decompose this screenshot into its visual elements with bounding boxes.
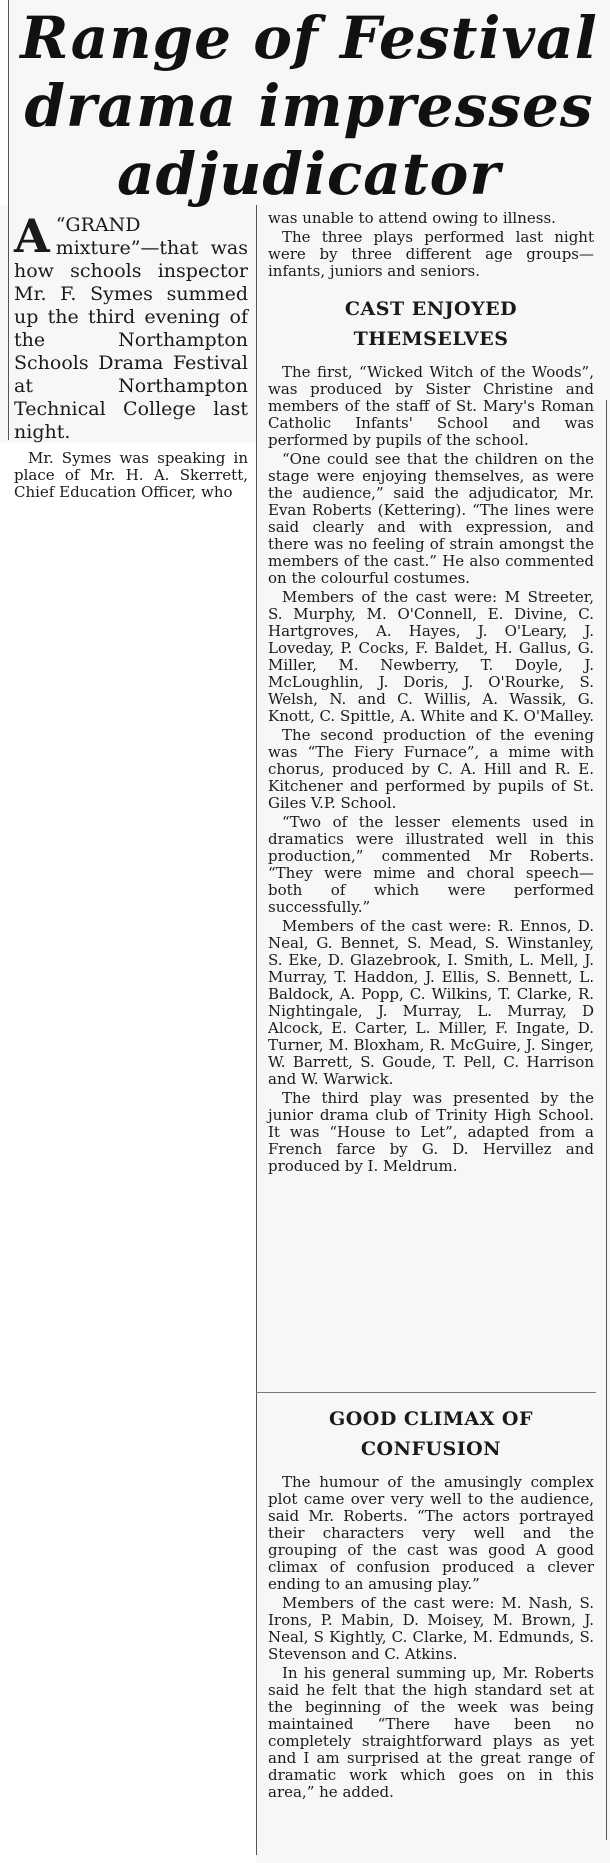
intro-paragraph: [14, 209, 248, 444]
right-border-rule: [606, 400, 607, 1840]
body-paragraph: Members of the cast were: R. Ennos, D. Neal, G. Bennet, S. Mead, S. Winstanley, S. Eke, D. Glazebrook, I. Smith, L. Mell, J. Murray, T. Haddon, J. Ellis, S. Bennett, L. Baldock, A. Popp, C. Wilkins, T. Clarke, R. Nightingale, J. Murray, L. Murray, D Alcock, E. Carter, L. Miller, F. Ingate, D. Turner, M. Bloxham, R. McGuire, J. Singer, W. Barrett, S. Goude, T. Pell, C. Harrison and W. Warwick.: [268, 917, 594, 1088]
body-paragraph: Members of the cast were: M. Nash, S. Irons, P. Mabin, D. Moisey, M. Brown, J. Neal, S Kightly, C. Clarke, M. Edmunds, S. Stevenson and C. Atkins.: [268, 1594, 594, 1663]
intro-text: “GRAND mixture”—that was how schools inspector Mr. F. Symes summed up the third evening of the Northampton Schools Drama Festival at Northampton Technical College last night.: [14, 214, 248, 443]
headline-line-1: Range of Festival: [20, 4, 598, 72]
crosshead-good-climax: GOOD CLIMAX OF CONFUSION: [329, 1408, 533, 1460]
column-divider-rule: [256, 205, 257, 1855]
body-paragraph: In his general summing up, Mr. Roberts said he felt that the high standard set at the beginning of the week was being maintained “There have been no completely straightforward plays as yet and I am surprised at the great range of dramatic work which goes on in this area,” he added.: [268, 1664, 594, 1801]
body-paragraph: Members of the cast were: M Streeter, S. Murphy, M. O'Connell, E. Divine, C. Hartgroves, A. Hayes, J. O'Leary, J. Loveday, P. Cocks, F. Baldet, H. Gallus, G. Miller, M. Newberry, T. Doyle, J. McLoughlin, J. Doris, J. O'Rourke, S. Welsh, N. and C. Willis, A. Wassik, G. Knott, C. Spittle, A. White and K. O'Malley.: [268, 588, 594, 725]
body-paragraph: “One could see that the children on the stage were enjoying themselves, as were the audience,” said the adjudicator, Mr. Evan Roberts (Kettering). “The lines were said clearly and with expression, and there was no feeling of strain amongst the members of the cast.” He also commented on the colourful costumes.: [268, 450, 594, 587]
drop-cap: A: [14, 209, 50, 263]
left-border-rule: [8, 0, 9, 440]
headline: [18, 4, 600, 208]
left-column: [14, 209, 248, 503]
body-paragraph: The second production of the evening was “The Fiery Furnace”, a mime with chorus, produced by C. A. Hill and R. E. Kitchener and performed by pupils of St. Giles V.P. School.: [268, 726, 594, 812]
headline-line-3: adjudicator: [117, 140, 501, 208]
section-divider-rule: [256, 1392, 596, 1393]
body-paragraph: was unable to attend owing to illness.: [268, 209, 556, 227]
crosshead-cast-enjoyed: CAST ENJOYED THEMSELVES: [344, 298, 518, 350]
body-paragraph: The three plays performed last night were by three different age groups—infants, juniors and seniors.: [268, 228, 594, 280]
headline-line-2: drama impresses: [24, 72, 594, 140]
body-paragraph: The humour of the amusingly complex plot came over very well to the audience, said Mr. Roberts. “The actors portrayed their characters very well and the grouping of the cast was good A good climax of confusion produced a clever ending to an amusing play.”: [268, 1473, 594, 1593]
body-paragraph: Mr. Symes was speaking in place of Mr. H. A. Skerrett, Chief Education Officer, who: [14, 449, 248, 501]
body-paragraph: The third play was presented by the junior drama club of Trinity High School. It was “House to Let”, adapted from a French farce by G. D. Hervillez and produced by I. Meldrum.: [268, 1089, 594, 1175]
right-column-lower: [268, 1404, 594, 1803]
body-paragraph: The first, “Wicked Witch of the Woods”, was produced by Sister Christine and members of the staff of St. Mary's Roman Catholic Infants' School and was performed by pupils of the school.: [268, 363, 594, 449]
right-column: [268, 210, 594, 1177]
body-paragraph: “Two of the lesser elements used in dramatics were illustrated well in this production,” commented Mr Roberts. “They were mime and choral speech—both of which were performed successfully.”: [268, 813, 594, 916]
